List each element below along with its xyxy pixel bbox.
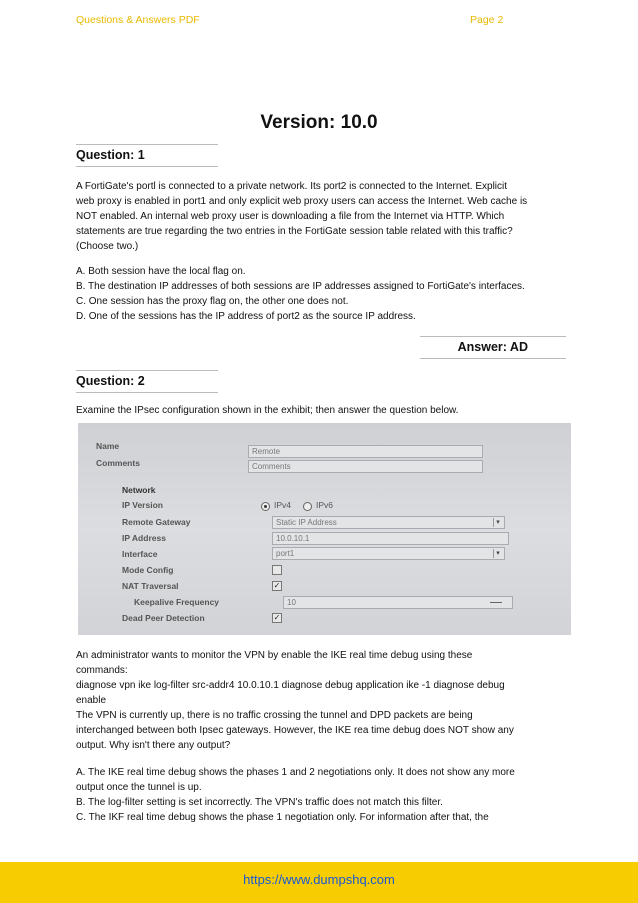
text-line: enable — [76, 695, 107, 706]
remote-gateway-label: Remote Gateway — [122, 517, 191, 527]
ip-address-label: IP Address — [122, 533, 166, 543]
keepalive-value: 10 — [287, 598, 296, 607]
text-line: diagnose vpn ike log-filter src-addr4 10.0.10.1 diagnose debug application ike -1 diagnose debug — [76, 680, 505, 691]
ipv4-radio[interactable] — [261, 502, 270, 511]
chevron-down-icon: ▾ — [493, 518, 502, 527]
minus-icon — [490, 602, 502, 603]
name-label: Name — [96, 441, 120, 451]
question-2-label: Question: 2 — [76, 370, 218, 393]
text-line: The VPN is currently up, there is no traffic crossing the tunnel and DPD packets are being — [76, 710, 473, 721]
comments-label: Comments — [96, 458, 140, 468]
nat-traversal-label: NAT Traversal — [122, 581, 179, 591]
text-line: output. Why isn't there any output? — [76, 740, 231, 751]
ipv4-label: IPv4 — [274, 500, 292, 510]
network-section-label: Network — [122, 485, 156, 495]
dpd-label: Dead Peer Detection — [122, 613, 205, 623]
keepalive-input[interactable] — [283, 596, 513, 609]
question-1-label: Question: 1 — [76, 144, 218, 167]
text-line: B. The log-filter setting is set incorrectly. The VPN's traffic does not match this filter. — [76, 797, 443, 808]
ipv6-label: IPv6 — [316, 500, 334, 510]
interface-select[interactable] — [272, 547, 505, 560]
option-d: D. One of the sessions has the IP address of port2 as the source IP address. — [76, 311, 416, 322]
text-line: interchanged between both Ipsec gateways. However, the IKE rea time debug does NOT show any — [76, 725, 514, 736]
question-2-intro: Examine the IPsec configuration shown in the exhibit; then answer the question below. — [76, 405, 459, 416]
version-title: Version: 10.0 — [260, 112, 378, 133]
text-line: C. The IKF real time debug shows the phase 1 negotiation only. For information after that, the — [76, 812, 489, 823]
text-line: commands: — [76, 665, 128, 676]
question-1-options — [76, 264, 561, 324]
text-line: statements are true regarding the two entries in the FortiGate session table related with this traffic? — [76, 226, 513, 237]
question-2-options — [76, 765, 561, 825]
footer-bar — [0, 862, 638, 903]
footer-link[interactable]: https://www.dumpshq.com — [243, 872, 395, 887]
remote-gateway-select[interactable] — [272, 516, 505, 529]
chevron-down-icon: ▾ — [493, 549, 502, 558]
ip-address-input[interactable]: 10.0.10.1 — [272, 532, 509, 545]
text-line: output once the tunnel is up. — [76, 782, 202, 793]
keepalive-label: Keepalive Frequency — [134, 597, 220, 607]
answer-text: Answer: AD — [457, 340, 528, 354]
comments-input[interactable]: Comments — [248, 460, 483, 473]
mode-config-checkbox[interactable] — [272, 565, 282, 575]
page-number: Page 2 — [470, 14, 504, 26]
exhibit-image — [78, 423, 571, 635]
nat-traversal-checkbox[interactable]: ✓ — [273, 581, 281, 590]
text-line: A. The IKE real time debug shows the phases 1 and 2 negotiations only. It does not show any more — [76, 767, 515, 778]
text-line: An administrator wants to monitor the VPN by enable the IKE real time debug using these — [76, 650, 473, 661]
name-input[interactable]: Remote — [248, 445, 483, 458]
interface-value: port1 — [276, 549, 295, 558]
question-1-text — [76, 179, 561, 254]
dpd-checkbox[interactable]: ✓ — [273, 613, 281, 622]
text-line: web proxy is enabled in port1 and only explicit web proxy users can access the Internet. Web cache is — [76, 196, 528, 207]
option-b: B. The destination IP addresses of both sessions are IP addresses assigned to FortiGate's interfaces. — [76, 281, 525, 292]
interface-label: Interface — [122, 549, 158, 559]
text-line: A FortiGate's portl is connected to a private network. Its port2 is connected to the Internet. Explicit — [76, 181, 508, 192]
text-line: (Choose two.) — [76, 241, 139, 252]
text-line: NOT enabled. An internal web proxy user is downloading a file from the Internet via HTTP. Which — [76, 211, 505, 222]
ip-version-label: IP Version — [122, 500, 163, 510]
remote-gateway-value: Static IP Address — [276, 518, 337, 527]
option-a: A. Both session have the local flag on. — [76, 266, 246, 277]
mode-config-label: Mode Config — [122, 565, 174, 575]
ipv6-radio[interactable] — [303, 502, 312, 511]
header-title: Questions & Answers PDF — [76, 14, 200, 26]
question-2-text — [76, 648, 561, 753]
option-c: C. One session has the proxy flag on, the other one does not. — [76, 296, 349, 307]
answer-box — [420, 336, 566, 359]
